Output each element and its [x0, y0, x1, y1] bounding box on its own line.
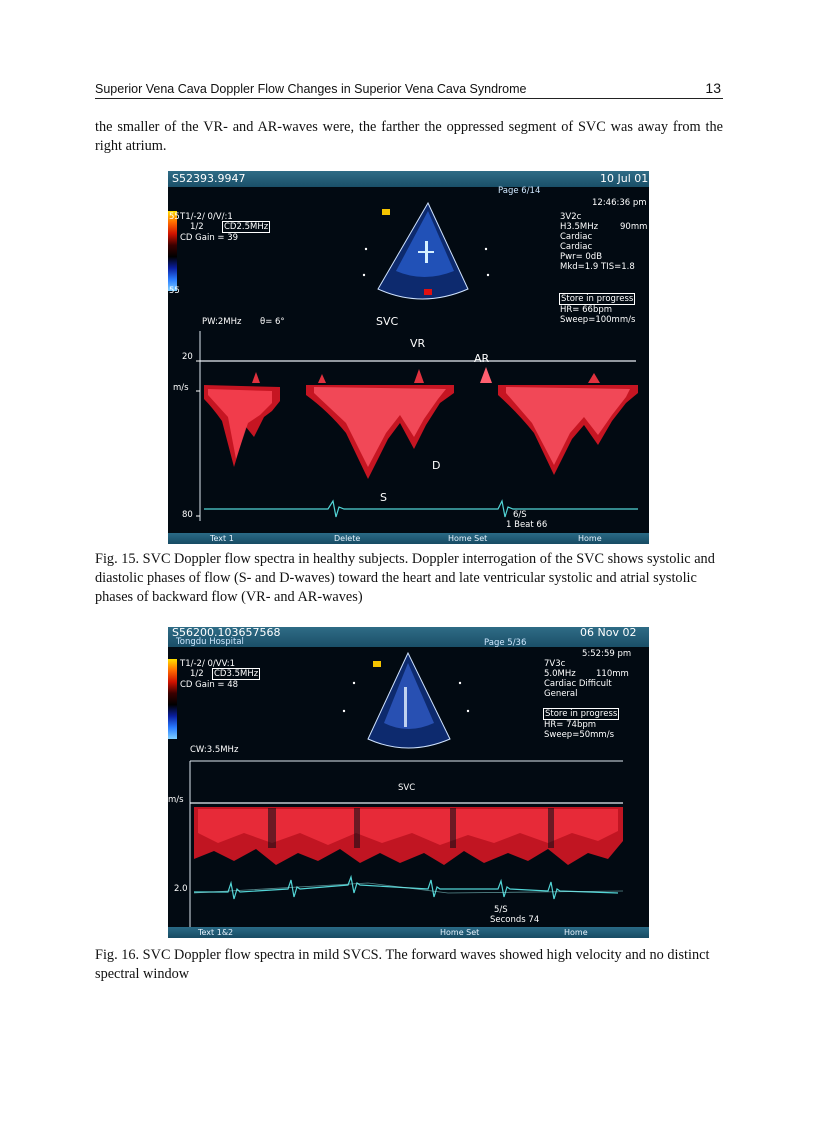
- fig15-info-5: Pwr= 0dB: [560, 252, 603, 262]
- fig15-date: 10 Jul 01: [600, 172, 649, 185]
- fig15-cd-gain: CD Gain = 39: [180, 233, 239, 243]
- fig16-cd-gain: CD Gain = 48: [180, 680, 239, 690]
- fig15-pw: PW:2MHz: [202, 317, 242, 327]
- fig16-doppler-spectrum: [194, 807, 623, 865]
- fig15-probe-line2: 1/2: [190, 222, 204, 232]
- fig15-info-0: 3V2c: [560, 212, 582, 222]
- fig16-axis-value: 2.0: [174, 884, 188, 894]
- figure-15-doppler-image: [168, 171, 649, 544]
- fig15-doppler-spectrum: [204, 367, 638, 479]
- fig15-menu-home: Home: [578, 534, 602, 543]
- fig15-scale-bottom: 55: [169, 286, 180, 296]
- fig15-label-ar: AR: [474, 352, 490, 365]
- fig15-menu-delete: Delete: [334, 534, 361, 543]
- fig16-axis-unit: m/s: [168, 795, 184, 805]
- fig16-info-2: 110mm: [596, 669, 629, 679]
- fig15-axis-top: 20: [182, 352, 193, 362]
- fig16-sweep: Sweep=50mm/s: [544, 730, 614, 740]
- fig16-menu-home: Home: [564, 928, 588, 937]
- fig16-page: Page 5/36: [484, 638, 527, 648]
- fig15-label-vr: VR: [410, 337, 426, 350]
- intro-paragraph: the smaller of the VR- and AR-waves were, the farther the oppressed segment of SVC was away from the right atrium.: [95, 119, 723, 154]
- fig16-cd-freq: CD3.5MHz: [214, 669, 259, 679]
- fig15-info-1: H3.5MHz: [560, 222, 599, 232]
- fig16-vessel-label: SVC: [398, 783, 416, 793]
- fig15-sweep: Sweep=100mm/s: [560, 315, 636, 325]
- fig15-axis-unit: m/s: [173, 383, 189, 393]
- fig16-info-3: Cardiac Difficult: [544, 679, 612, 689]
- figure-16-doppler-image: [168, 627, 649, 938]
- fig15-cd-freq: CD2.5MHz: [224, 222, 269, 232]
- fig16-probe-line1: T1/-2/ 0/VV:1: [180, 659, 235, 669]
- fig15-info-3: Cardiac: [560, 232, 593, 242]
- fig15-time: 12:46:36 pm: [592, 198, 647, 208]
- fig15-probe-line1: T1/-2/ 0/V/:1: [180, 212, 233, 222]
- fig16-info-4: General: [544, 689, 578, 699]
- fig15-beat-1: 6/S: [513, 510, 527, 520]
- fig15-page: Page 6/14: [498, 186, 541, 196]
- fig15-axis-bottom: 80: [182, 510, 193, 520]
- fig16-id-text: S56200.103657568: [172, 627, 281, 639]
- fig16-date: 06 Nov 02: [580, 627, 637, 639]
- figure-16-caption: Fig. 16. SVC Doppler flow spectra in mild SVCS. The forward waves showed high velocity and no distinct spectral window: [95, 947, 710, 982]
- fig16-probe-marker-icon: [373, 661, 381, 667]
- fig16-beat-1: 5/S: [494, 905, 508, 915]
- fig15-info-6: Mkd=1.9 TIS=1.8: [560, 262, 635, 272]
- fig15-menu-text1: Text 1: [210, 534, 234, 543]
- fig16-time: 5:52:59 pm: [582, 649, 632, 659]
- fig16-cw: CW:3.5MHz: [190, 745, 239, 755]
- fig15-info-2: 90mm: [620, 222, 648, 232]
- fig15-bottom-menu: [168, 533, 649, 544]
- figure-15-caption: Fig. 15. SVC Doppler flow spectra in healthy subjects. Doppler interrogation of the SVC shows systolic and diastolic phases of flow (S- and D-waves) toward the heart and late ventricular systolic and atrial systolic phases of backward flow (VR- and AR-waves): [95, 551, 715, 605]
- fig15-hr: HR= 66bpm: [560, 305, 613, 315]
- fig15-label-d: D: [432, 459, 441, 472]
- fig15-probe-marker-icon: [382, 209, 390, 215]
- fig16-hospital: Tongdu Hospital: [176, 637, 244, 647]
- fig16-store: Store in progress: [545, 709, 618, 719]
- fig15-beat-2: 1 Beat 66: [506, 520, 548, 530]
- fig16-info-0: 7V3c: [544, 659, 566, 669]
- fig15-id-text: S52393.9947: [172, 172, 246, 185]
- fig16-info-1: 5.0MHz: [544, 669, 576, 679]
- fig15-menu-homeset: Home Set: [448, 534, 488, 543]
- fig16-beat-2: Seconds 74: [490, 915, 540, 925]
- page-number: 13: [705, 80, 721, 96]
- fig16-menu-homeset: Home Set: [440, 928, 480, 937]
- fig16-bottom-menu: [168, 927, 649, 938]
- fig15-store: Store in progress: [561, 294, 634, 304]
- fig15-ecg-trace: [204, 501, 638, 517]
- fig15-label-s: S: [380, 491, 387, 504]
- fig16-probe-line2: 1/2: [190, 669, 204, 679]
- fig15-theta: θ= 6°: [260, 317, 285, 327]
- fig15-info-4: Cardiac: [560, 242, 593, 252]
- running-title: Superior Vena Cava Doppler Flow Changes in Superior Vena Cava Syndrome: [95, 82, 527, 96]
- fig15-scale-top: 55: [169, 212, 180, 222]
- running-header: [95, 78, 723, 99]
- fig15-vessel-label: SVC: [376, 315, 399, 328]
- fig16-menu-text12: Text 1&2: [198, 928, 234, 937]
- fig16-hr: HR= 74bpm: [544, 720, 597, 730]
- fig15-echo-graphics: [168, 171, 649, 544]
